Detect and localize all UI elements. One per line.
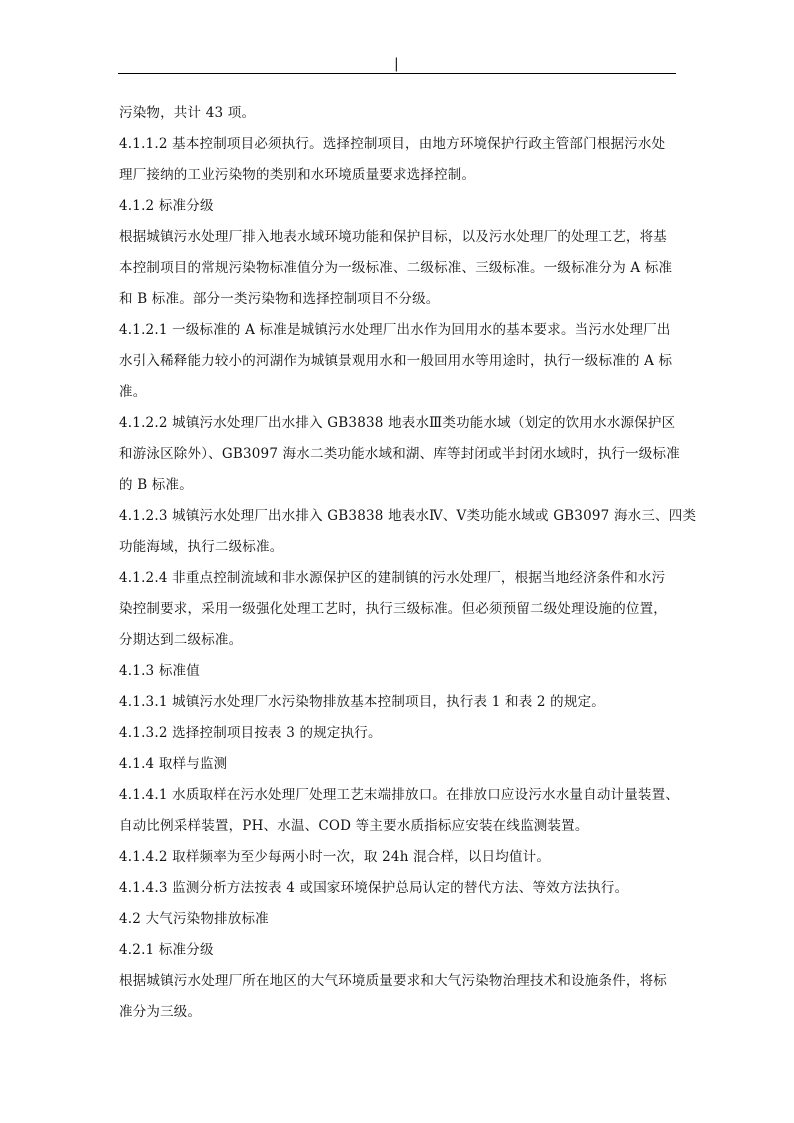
text-line: 4.1.4.1 水质取样在污水处理厂处理工艺末端排放口。在排放口应设污水水量自动计量装置、 xyxy=(119,787,680,803)
text-line: 准。 xyxy=(119,384,147,400)
text-line: 水引入稀释能力较小的河湖作为城镇景观用水和一般回用水等用途时，执行一级标准的 A 标 xyxy=(119,353,673,369)
text-line: 分期达到二级标准。 xyxy=(119,632,243,648)
text-line: 和游泳区除外）、GB3097 海水二类功能水域和湖、库等封闭或半封闭水域时，执行一级标准 xyxy=(119,446,680,462)
text-line: 理厂接纳的工业污染物的类别和水环境质量要求选择控制。 xyxy=(119,167,476,183)
text-line: 本控制项目的常规污染物标准值分为一级标准、二级标准、三级标准。一级标准分为 A 标准 xyxy=(119,260,673,276)
text-line: 准分为三级。 xyxy=(119,1004,202,1020)
text-line: 4.1.2.4 非重点控制流域和非水源保护区的建制镇的污水处理厂，根据当地经济条件和水污 xyxy=(119,570,666,586)
text-line: 的 B 标准。 xyxy=(119,477,193,493)
text-line: 4.1.3.2 选择控制项目按表 3 的规定执行。 xyxy=(119,725,382,741)
header-rule xyxy=(118,73,676,74)
text-line: 根据城镇污水处理厂所在地区的大气环境质量要求和大气污染物治理技术和设施条件，将标 xyxy=(119,973,667,989)
page-header-mark: | xyxy=(394,56,399,72)
text-line: 4.1.3.1 城镇污水处理厂水污染物排放基本控制项目，执行表 1 和表 2 的规定。 xyxy=(119,694,605,710)
text-line: 4.1.2.2 城镇污水处理厂出水排入 GB3838 地表水Ⅲ类功能水域（划定的饮用水水源保护区 xyxy=(119,415,676,431)
section-heading: 4.2 大气污染物排放标准 xyxy=(119,911,269,927)
text-line: 4.1.1.2 基本控制项目必须执行。选择控制项目，由地方环境保护行政主管部门根据污水处 xyxy=(119,136,666,152)
text-line: 污染物，共计 43 项。 xyxy=(119,105,256,121)
section-heading: 4.1.2 标准分级 xyxy=(119,198,214,214)
text-line: 4.1.4.3 监测分析方法按表 4 或国家环境保护总局认定的替代方法、等效方法执行。 xyxy=(119,880,629,896)
section-heading: 4.1.3 标准值 xyxy=(119,663,200,679)
document-body xyxy=(119,98,697,1028)
text-line: 4.1.2.1 一级标准的 A 标准是城镇污水处理厂出水作为回用水的基本要求。当污水处理厂出 xyxy=(119,322,671,338)
text-line: 4.1.4.2 取样频率为至少每两小时一次，取 24h 混合样，以日均值计。 xyxy=(119,849,551,865)
text-line: 功能海域，执行二级标准。 xyxy=(119,539,284,555)
text-line: 染控制要求，采用一级强化处理工艺时，执行三级标准。但必须预留二级处理设施的位置， xyxy=(119,601,667,617)
text-line: 和 B 标准。部分一类污染物和选择控制项目不分级。 xyxy=(119,291,440,307)
text-line: 自动比例采样装置，PH、水温、COD 等主要水质指标应安装在线监测装置。 xyxy=(119,818,589,834)
section-heading: 4.2.1 标准分级 xyxy=(119,942,214,958)
text-line: 4.1.2.3 城镇污水处理厂出水排入 GB3838 地表水Ⅳ、Ⅴ类功能水域或 GB3097 海水三、四类 xyxy=(119,508,697,524)
section-heading: 4.1.4 取样与监测 xyxy=(119,756,228,772)
text-line: 根据城镇污水处理厂排入地表水域环境功能和保护目标，以及污水处理厂的处理工艺，将基 xyxy=(119,229,667,245)
